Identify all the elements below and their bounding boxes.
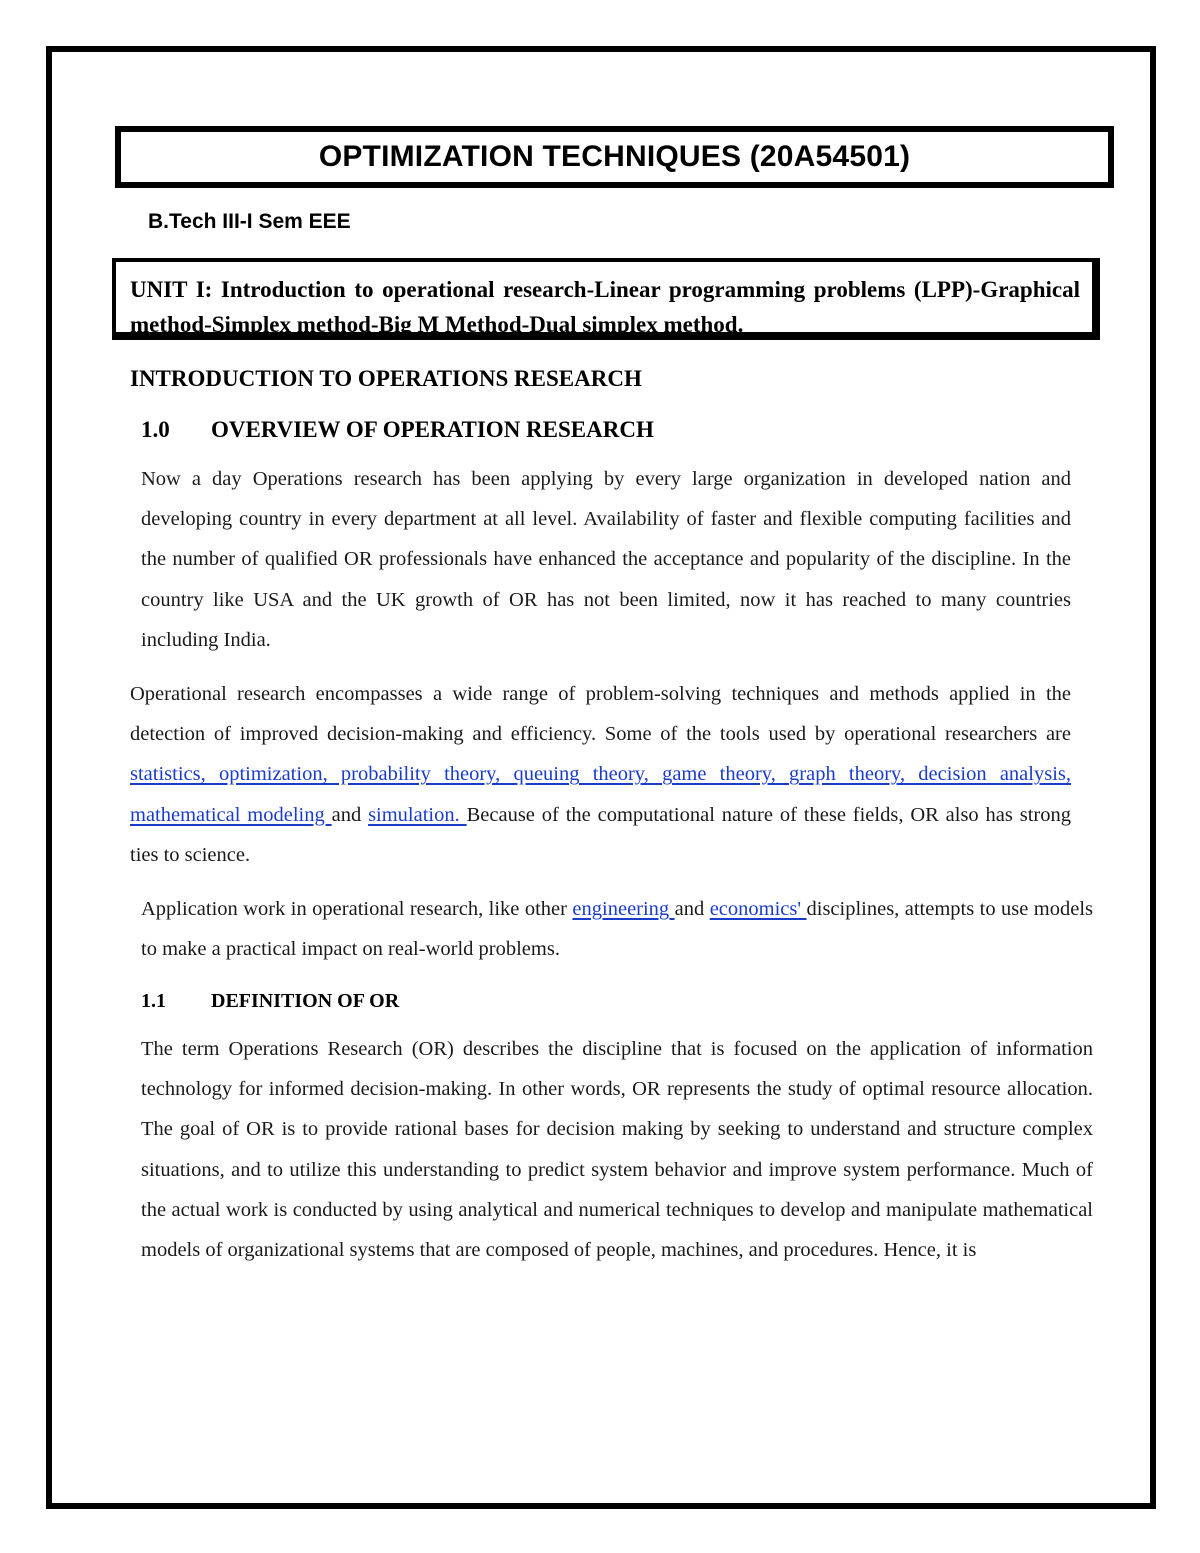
link-economics[interactable]: economics' [709, 898, 807, 920]
title-box [115, 126, 1114, 188]
heading-text: OVERVIEW OF OPERATION RESEARCH [211, 417, 654, 442]
link-tools[interactable]: statistics, optimization, probability theory, queuing theory, game theory, graph theory, decision analysis, mathematical modeling [130, 763, 1071, 826]
document-title: OPTIMIZATION TECHNIQUES (20A54501) [318, 140, 911, 173]
paragraph-text: and [674, 898, 710, 920]
paragraph-definition: The term Operations Research (OR) describes the discipline that is focused on the application of information technology for informed decision-making. In other words, OR represents the study of optimal resource allocation. The goal of OR is to provide rational bases for decision making by seeking to understand and structure complex situations, and to utilize this understanding to predict system behavior and improve system performance. Much of the actual work is conducted by using analytical and numerical techniques to develop and manipulate mathematical models of organizational systems that are composed of people, machines, and procedures. Hence, it is [141, 1038, 1093, 1262]
heading-overview [141, 417, 654, 443]
paragraph-text: and [331, 803, 369, 826]
link-simulation[interactable]: simulation. [368, 803, 467, 826]
heading-number: 1.1 [141, 990, 166, 1012]
paragraph-text: Because of the computational nature of these fields, OR also has strong ties to science. [130, 803, 1071, 866]
heading-number: 1.0 [141, 417, 170, 442]
paragraph-text: Application work in operational research, like other [141, 898, 573, 920]
course-subtitle: B.Tech III-I Sem EEE [148, 210, 351, 233]
section-title: INTRODUCTION TO OPERATIONS RESEARCH [130, 366, 642, 391]
heading-text: DEFINITION OF OR [211, 990, 400, 1012]
paragraph-tools [130, 674, 1071, 875]
paragraph-overview: Now a day Operations research has been applying by every large organization in developed nation and developing country in every department at all level. Availability of faster and flexible computing facilities and the number of qualified OR professionals have enhanced the acceptance and popularity of the discipline. In the country like USA and the UK growth of OR has not been limited, now it has reached to many countries including India. [141, 468, 1071, 651]
unit-box [112, 258, 1100, 340]
paragraph-text: Operational research encompasses a wide range of problem-solving techniques and methods applied in the detection of improved decision-making and efficiency. Some of the tools used by operational researchers are [130, 683, 1071, 746]
link-engineering[interactable]: engineering [572, 898, 675, 920]
unit-description: UNIT I: Introduction to operational research-Linear programming problems (LPP)-Graphical method-Simplex method-Big M Method-Dual simplex method. [130, 277, 1080, 337]
paragraph-application [141, 889, 1093, 969]
paragraph-text: disciplines, attempts to use models to make a practical impact on real-world problems. [141, 898, 1094, 961]
heading-definition [141, 990, 399, 1013]
